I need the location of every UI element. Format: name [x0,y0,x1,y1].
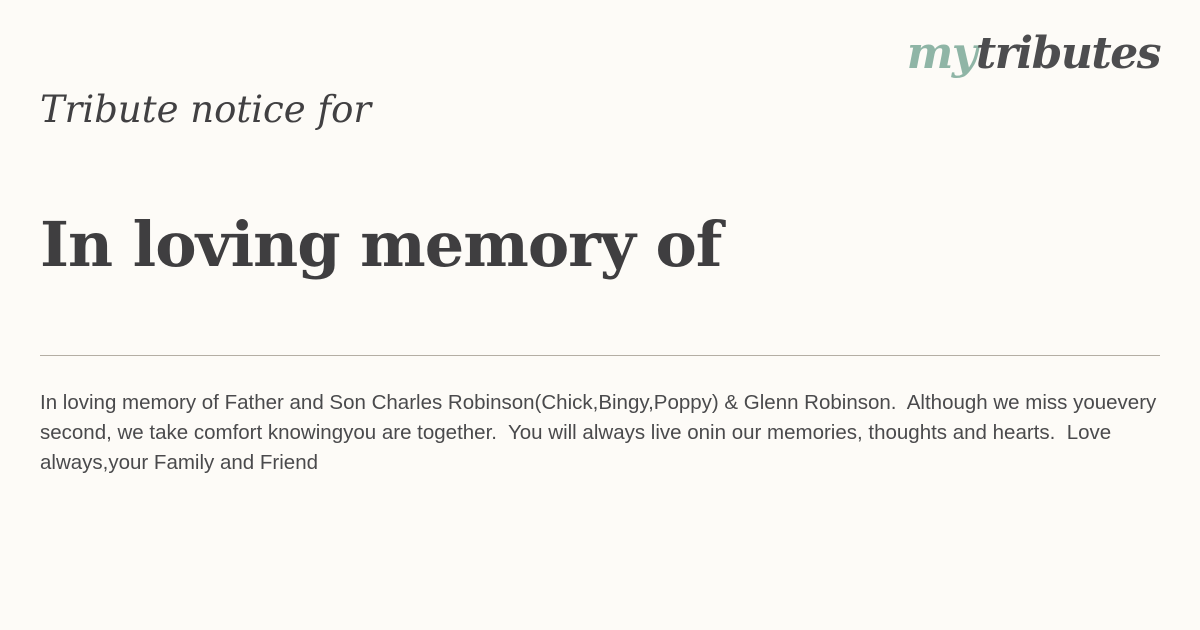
section-divider [40,355,1160,356]
logo-part-tributes: tributes [975,28,1160,79]
page-title: In loving memory of [40,208,722,281]
logo-part-my: my [906,28,976,79]
tribute-message: In loving memory of Father and Son Charles Robinson(Chick,Bingy,Poppy) & Glenn Robinson. Although we miss youevery second, we take comfort knowingyou are together. You will always live onin our memories, thoughts and hearts. Love always,your Family and Friend [40,391,1162,474]
tribute-notice-label: Tribute notice for [40,88,372,131]
mytributes-logo [906,28,1160,79]
